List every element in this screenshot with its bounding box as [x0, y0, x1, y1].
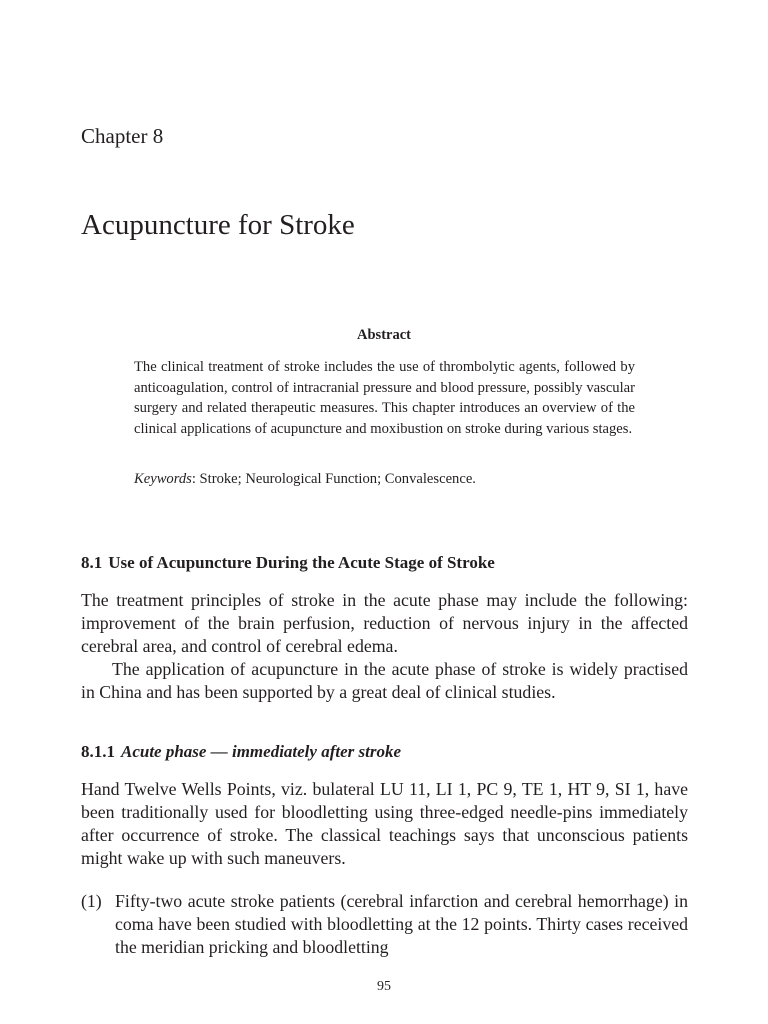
abstract-heading: Abstract [357, 327, 411, 343]
abstract-keywords [134, 469, 635, 490]
chapter-title: Acupuncture for Stroke [81, 209, 355, 241]
subsection-paragraph: Hand Twelve Wells Points, viz. bulateral LU 11, LI 1, PC 9, TE 1, HT 9, SI 1, have been traditionally used for bloodletting using three-edged needle-pins immediately after occurrence of stroke. The classical teachings says that unconscious patients might wake up with such maneuvers. [81, 779, 688, 868]
numbered-list-item [81, 890, 688, 959]
list-item-marker: (1) [81, 891, 102, 911]
page-number: 95 [377, 979, 391, 994]
subsection-heading [81, 740, 401, 764]
chapter-label: Chapter 8 [81, 124, 164, 148]
subsection-number: 8.1.1 [81, 742, 115, 761]
keywords-list: : Stroke; Neurological Function; Convalescence. [191, 471, 476, 487]
section-paragraph-2: The application of acupuncture in the acute phase of stroke is widely practised in China and has been supported by a great deal of clinical studies. [81, 659, 688, 702]
section-number: 8.1 [81, 553, 103, 572]
section-heading [81, 551, 495, 575]
section-title: Use of Acupuncture During the Acute Stage of Stroke [108, 553, 495, 572]
section-paragraph-1: The treatment principles of stroke in the acute phase may include the following: improvement of the brain perfusion, reduction of nervous injury in the affected cerebral area, and control of cerebral edema. [81, 590, 688, 656]
abstract-body: The clinical treatment of stroke includes the use of thrombolytic agents, followed by anticoagulation, control of intracranial pressure and blood pressure, possibly vascular surgery and related therapeutic measures. This chapter introduces an overview of the clinical applications of acupuncture and moxibustion on stroke during various stages. [134, 359, 635, 437]
keywords-label: Keywords [134, 471, 192, 487]
list-item-text: Fifty-two acute stroke patients (cerebral infarction and cerebral hemorrhage) in coma have been studied with bloodletting at the 12 points. Thirty cases received the meridian pricking and bloodletting [115, 891, 688, 957]
subsection-title: Acute phase — immediately after stroke [121, 742, 401, 761]
